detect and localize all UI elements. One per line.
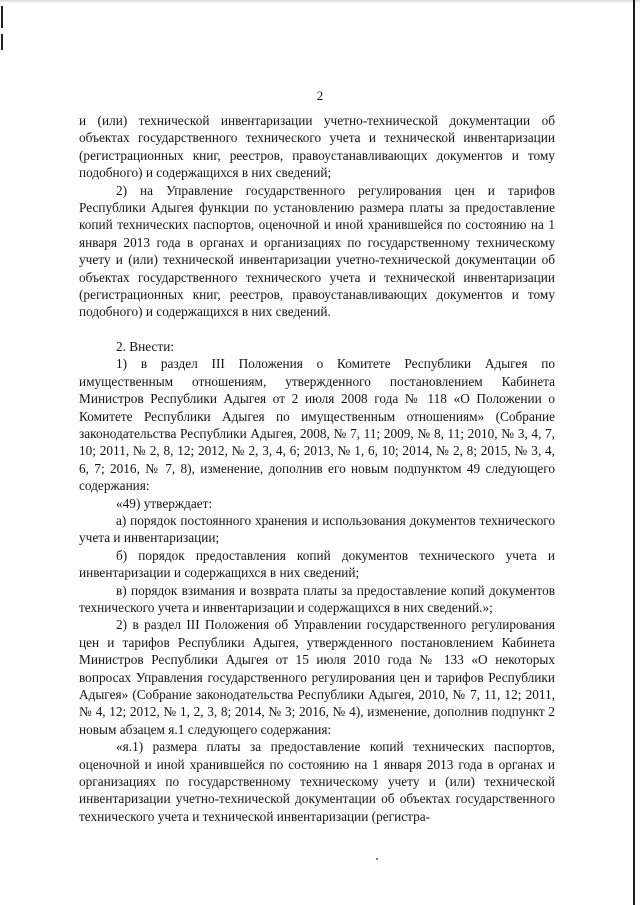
paragraph-amendment-1: 1) в раздел III Положения о Комитете Республики Адыгея по имущественным отношениям, утвержденного постановлением Кабинета Министров Республики Адыгея от 2 июля 2008 года № 118 «О Положении о Комитете Республики Адыгея по имущественным отношениям» (Собрание законодательства Республики Адыгея, 2008, № 7, 11; 2009, № 8, 11; 2010, № 3, 4, 7, 10; 2011, № 2, 8, 12; 2012, № 2, 3, 4, 6; 2013, № 1, 6, 10; 2014, № 2, 8; 2015, № 3, 4, 6, 7; 2016, № 7, 8), изменение, дополнив его новым подпунктом 49 следующего содержания: (79, 356, 555, 494)
paragraph-section-2-heading: 2. Внести: (116, 338, 175, 354)
paragraph-subitem-ya1: «я.1) размера платы за предоставление копий технических паспортов, оценочной и иной хранившейся по состоянию на 1 января 2013 года в органах и организациях по государственному техническому учету и (или) технической инвентаризации учетно-технической документации об объектах государственного технического учета и технической инвентаризации (регистра- (79, 739, 555, 824)
scan-speck (376, 858, 378, 860)
document-body (79, 112, 555, 825)
paragraph-subitem-b: б) порядок предоставления копий документов технического учета и инвентаризации и содержащихся в них сведений; (79, 547, 555, 581)
paragraph-amendment-2: 2) в раздел III Положения об Управлении государственного регулирования цен и тарифов Республики Адыгея, утвержденного постановлением Кабинета Министров Республики Адыгея от 15 июля 2010 года № 133 «О некоторых вопросах Управления государственного регулирования цен и тарифов Республики Адыгея» (Собрание законодательства Республики Адыгея, 2010, № 7, 11, 12; 2011, № 4, 12; 2012, № 1, 2, 3, 8; 2014, № 3; 2016, № 4), изменение, дополнив подпункт 2 новым абзацем я.1 следующего содержания: (79, 617, 555, 737)
paragraph-item-2-price-regulation: 2) на Управление государственного регулирования цен и тарифов Республики Адыгея функции по установлению размера платы за предоставление копий технических паспортов, оценочной и иной хранившейся по состоянию на 1 января 2013 года в органах и организациях по государственному техническому учету и (или) технической инвентаризации учетно-технической документации об объектах государственного технического учета и технической инвентаризации (регистрационных книг, реестров, правоустанавливающих документов и тому подобного) и содержащихся в них сведений. (79, 182, 555, 320)
paragraph-subitem-v: в) порядок взимания и возврата платы за предоставление копий документов технического учета и инвентаризации и содержащихся в них сведений.»; (79, 582, 555, 615)
scan-edge (0, 0, 640, 3)
paragraph-subitem-a: а) порядок постоянного хранения и использования документов технического учета и инвентаризации; (79, 512, 555, 546)
page-number: 2 (316, 88, 324, 103)
scan-artifact-left-bottom (1, 34, 3, 50)
paragraph-functions-continued: и (или) технической инвентаризации учетно-технической документации об объектах государственного технического учета и технической инвентаризации (регистрационных книг, реестров, правоустанавливающих документов и тому подобного) и содержащихся в них сведений; (79, 113, 555, 181)
paragraph-subitem-49: «49) утверждает: (116, 495, 213, 511)
scan-artifact-left-top (1, 6, 3, 28)
scan-artifact-right-edge (633, 0, 635, 905)
